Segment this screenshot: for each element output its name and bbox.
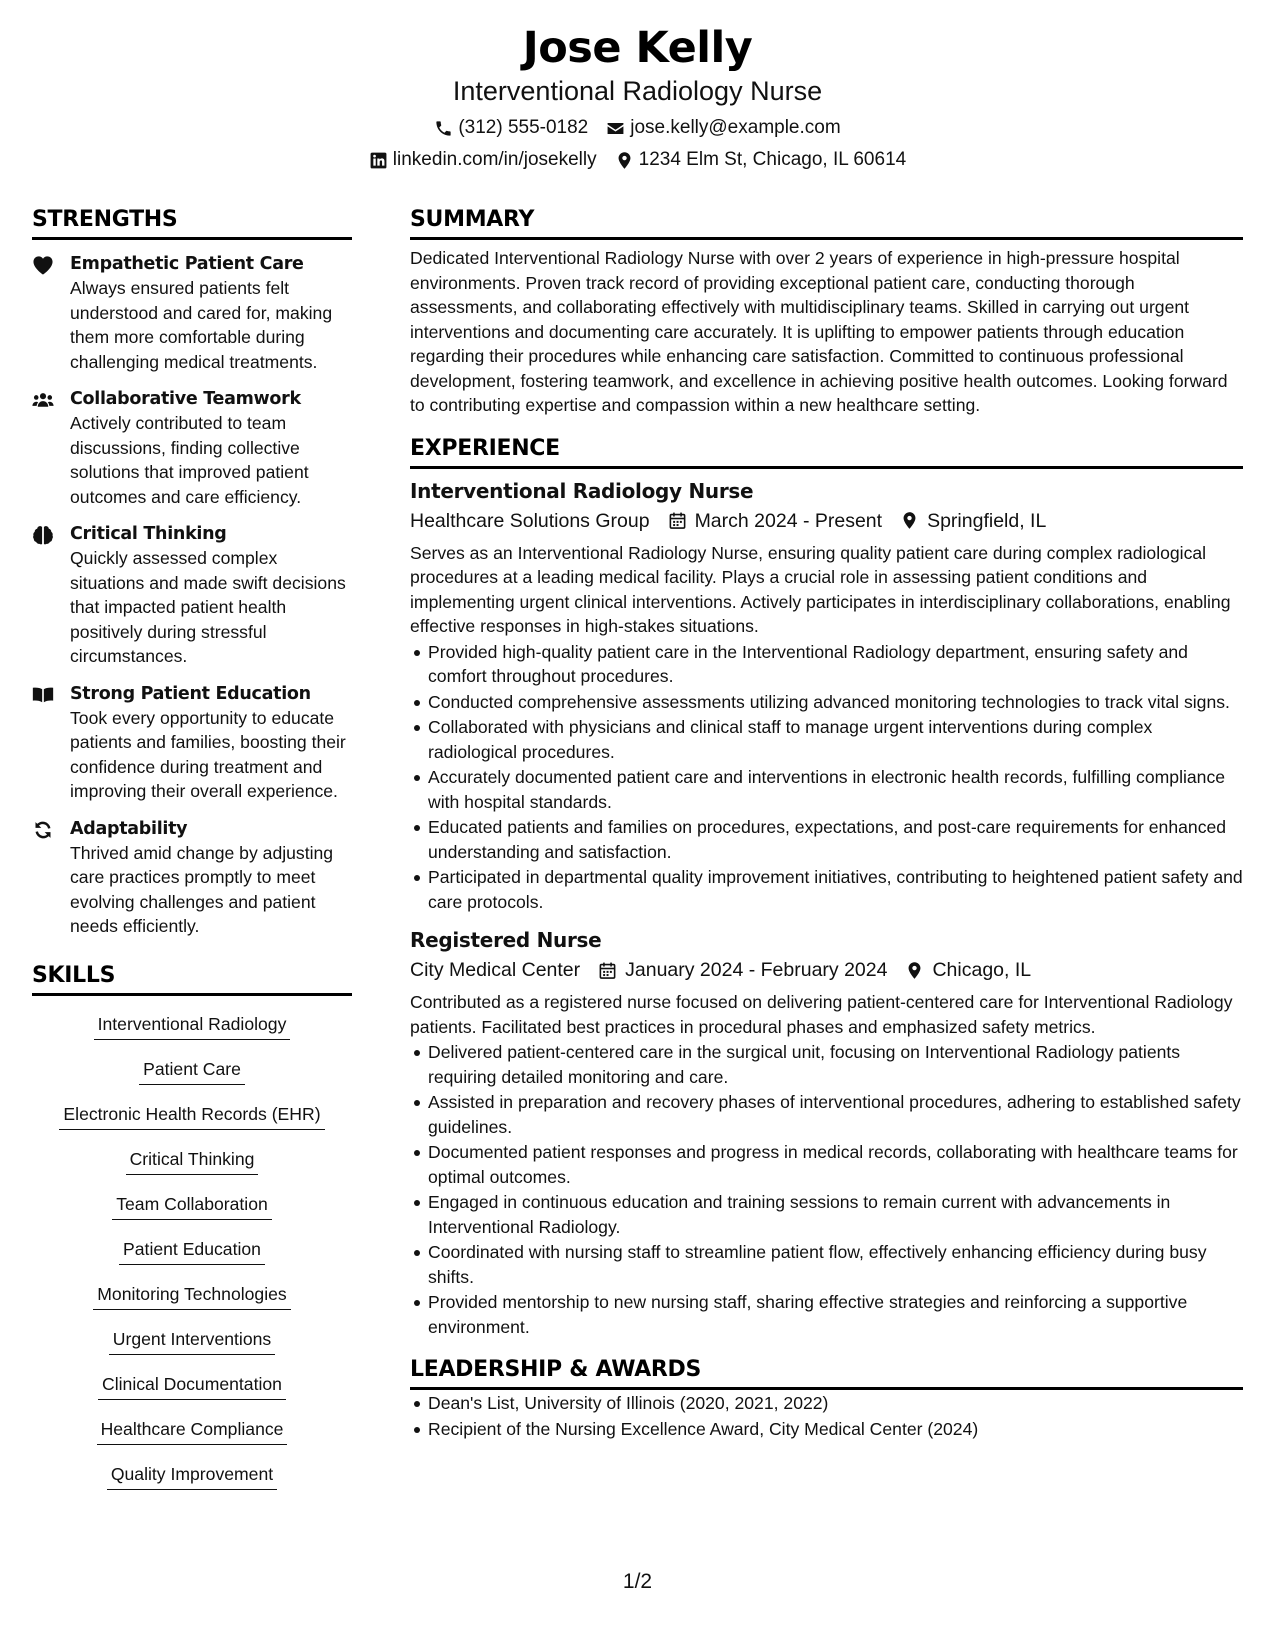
phone-icon bbox=[434, 119, 453, 138]
skill-item: Patient Education bbox=[32, 1237, 352, 1282]
job-bullet: Provided mentorship to new nursing staff, sharing effective strategies and reinforcing a supportive environment. bbox=[428, 1290, 1243, 1339]
address-text: 1234 Elm St, Chicago, IL 60614 bbox=[638, 149, 907, 170]
job-bullet: Assisted in preparation and recovery phases of interventional procedures, adhering to established safety guidelines. bbox=[428, 1090, 1243, 1139]
contact-row-1 bbox=[0, 116, 1275, 140]
job-bullets bbox=[410, 1040, 1243, 1339]
job-bullet: Coordinated with nursing staff to streamline patient flow, effectively enhancing efficiency during busy shifts. bbox=[428, 1240, 1243, 1289]
job-bullet: Documented patient responses and progress in medical records, collaborating with healthcare teams for optimal outcomes. bbox=[428, 1140, 1243, 1189]
email-text[interactable]: jose.kelly@example.com bbox=[630, 117, 841, 138]
sync-icon bbox=[32, 817, 70, 939]
experience-heading: EXPERIENCE bbox=[410, 434, 1243, 469]
phone-contact bbox=[434, 116, 588, 140]
skill-item: Patient Care bbox=[32, 1057, 352, 1102]
job-bullet: Conducted comprehensive assessments utilizing advanced monitoring technologies to track vital signs. bbox=[428, 690, 1243, 715]
strength-desc: Always ensured patients felt understood and cared for, making them more comfortable during challenging medical treatments. bbox=[70, 278, 333, 372]
map-marker-icon bbox=[615, 151, 634, 170]
strength-desc: Quickly assessed complex situations and made swift decisions that impacted patient health positively during stressful circumstances. bbox=[70, 548, 346, 666]
job-entry bbox=[410, 926, 1243, 1339]
strength-item bbox=[32, 817, 352, 939]
award-item: Dean's List, University of Illinois (2020, 2021, 2022) bbox=[428, 1391, 1243, 1416]
phone-text: (312) 555-0182 bbox=[458, 117, 589, 138]
strength-title: Strong Patient Education bbox=[70, 683, 311, 704]
skills-section bbox=[32, 961, 352, 1507]
heart-icon bbox=[32, 252, 70, 374]
calendar-icon bbox=[598, 961, 617, 980]
map-marker-icon bbox=[905, 961, 924, 980]
strength-item bbox=[32, 682, 352, 804]
job-location: Chicago, IL bbox=[905, 956, 1031, 984]
job-title: Registered Nurse bbox=[410, 928, 602, 952]
strength-desc: Thrived amid change by adjusting care practices promptly to meet evolving challenges and patient needs efficiently. bbox=[70, 842, 334, 936]
job-bullet: Participated in departmental quality improvement initiatives, contributing to heightened patient safety and care protocols. bbox=[428, 865, 1243, 914]
job-bullet: Provided high-quality patient care in the Interventional Radiology department, ensuring safety and comfort throughout procedures. bbox=[428, 640, 1243, 689]
strength-item bbox=[32, 387, 352, 509]
job-dates: January 2024 - February 2024 bbox=[598, 956, 887, 984]
resume-header bbox=[0, 22, 1275, 172]
job-title: Interventional Radiology Nurse bbox=[410, 478, 754, 503]
job-location: Springfield, IL bbox=[900, 507, 1046, 535]
skill-item: Team Collaboration bbox=[32, 1192, 352, 1237]
experience-section bbox=[410, 434, 1243, 1340]
strength-desc: Actively contributed to team discussions, finding collective solutions that improved patient outcomes and care efficiency. bbox=[70, 413, 309, 507]
job-bullets bbox=[410, 640, 1243, 915]
skill-item: Healthcare Compliance bbox=[32, 1417, 352, 1462]
linkedin-icon bbox=[369, 151, 388, 170]
calendar-icon bbox=[668, 511, 687, 530]
awards-section bbox=[410, 1355, 1243, 1441]
job-description: Contributed as a registered nurse focused on delivering patient-centered care for Interventional Radiology patients. Facilitated best practices in procedural phases and emphasized safety metrics. bbox=[410, 992, 1233, 1037]
strength-title: Adaptability bbox=[70, 818, 188, 839]
skills-list bbox=[32, 1012, 352, 1507]
awards-heading: LEADERSHIP & AWARDS bbox=[410, 1355, 1243, 1390]
skill-item: Critical Thinking bbox=[32, 1147, 352, 1192]
strength-item bbox=[32, 522, 352, 669]
skill-item: Clinical Documentation bbox=[32, 1372, 352, 1417]
awards-list bbox=[410, 1391, 1243, 1441]
strength-title: Empathetic Patient Care bbox=[70, 254, 304, 274]
skill-item: Urgent Interventions bbox=[32, 1327, 352, 1372]
skill-item: Interventional Radiology bbox=[32, 1012, 352, 1057]
job-bullet: Engaged in continuous education and training sessions to remain current with advancements in Interventional Radiology. bbox=[428, 1190, 1243, 1239]
award-item: Recipient of the Nursing Excellence Award, City Medical Center (2024) bbox=[428, 1417, 1243, 1442]
job-bullet: Educated patients and families on procedures, expectations, and post-care requirements for enhanced understanding and satisfaction. bbox=[428, 815, 1243, 864]
strengths-heading: STRENGTHS bbox=[32, 205, 352, 240]
job-meta bbox=[410, 956, 1243, 984]
job-company: City Medical Center bbox=[410, 959, 581, 981]
brain-icon bbox=[32, 522, 70, 669]
map-marker-icon bbox=[900, 511, 919, 530]
right-column bbox=[410, 205, 1243, 1441]
job-bullet: Accurately documented patient care and interventions in electronic health records, fulfilling compliance with hospital standards. bbox=[428, 765, 1243, 814]
job-company: Healthcare Solutions Group bbox=[410, 509, 650, 532]
left-column bbox=[32, 205, 352, 1507]
book-open-icon bbox=[32, 682, 70, 804]
job-dates: March 2024 - Present bbox=[668, 507, 883, 535]
skill-item: Quality Improvement bbox=[32, 1462, 352, 1507]
envelope-icon bbox=[606, 119, 625, 138]
summary-heading: SUMMARY bbox=[410, 205, 1243, 240]
strength-title: Critical Thinking bbox=[70, 524, 227, 544]
contact-row-2 bbox=[0, 148, 1275, 172]
strength-item bbox=[32, 252, 352, 374]
job-bullet: Collaborated with physicians and clinical staff to manage urgent interventions during complex radiological procedures. bbox=[428, 715, 1243, 764]
skill-item: Monitoring Technologies bbox=[32, 1282, 352, 1327]
linkedin-contact[interactable] bbox=[369, 148, 597, 172]
page-number: 1/2 bbox=[622, 1570, 653, 1593]
summary-text: Dedicated Interventional Radiology Nurse with over 2 years of experience in high-pressure hospital environments. Proven track record of providing exceptional patient care, conducting thorough assessments, and collaborating effectively with multidisciplinary teams. Skilled in carrying out urgent interventions and documenting care accurately. It is uplifting to empower patients through education regarding their procedures while enhancing care satisfaction. Committed to continuous professional development, fostering teamwork, and excellence in achieving positive health outcomes. Looking forward to contributing expertise and compassion within a new healthcare setting. bbox=[410, 248, 1228, 415]
users-icon bbox=[32, 387, 70, 509]
strengths-list bbox=[32, 252, 352, 939]
strength-desc: Took every opportunity to educate patients and families, boosting their confidence during treatment and improving their overall experience. bbox=[70, 707, 346, 801]
email-contact[interactable] bbox=[606, 116, 840, 140]
job-meta bbox=[410, 507, 1243, 535]
job-description: Serves as an Interventional Radiology Nurse, ensuring quality patient care during complex radiological procedures at a leading medical facility. Plays a crucial role in assessing patient conditions and implementing urgent clinical interventions. Actively participates in interdisciplinary collaborations, enabling effective responses in high-stakes situations. bbox=[410, 542, 1231, 636]
candidate-name: Jose Kelly bbox=[522, 23, 753, 73]
address-contact bbox=[615, 148, 907, 172]
candidate-title: Interventional Radiology Nurse bbox=[452, 76, 823, 106]
strength-title: Collaborative Teamwork bbox=[70, 389, 301, 409]
job-entry bbox=[410, 477, 1243, 915]
linkedin-text[interactable]: linkedin.com/in/josekelly bbox=[392, 149, 597, 170]
skills-heading: SKILLS bbox=[32, 961, 352, 996]
skill-item: Electronic Health Records (EHR) bbox=[32, 1102, 352, 1147]
job-bullet: Delivered patient-centered care in the surgical unit, focusing on Interventional Radiology patients requiring detailed monitoring and care. bbox=[428, 1040, 1243, 1089]
